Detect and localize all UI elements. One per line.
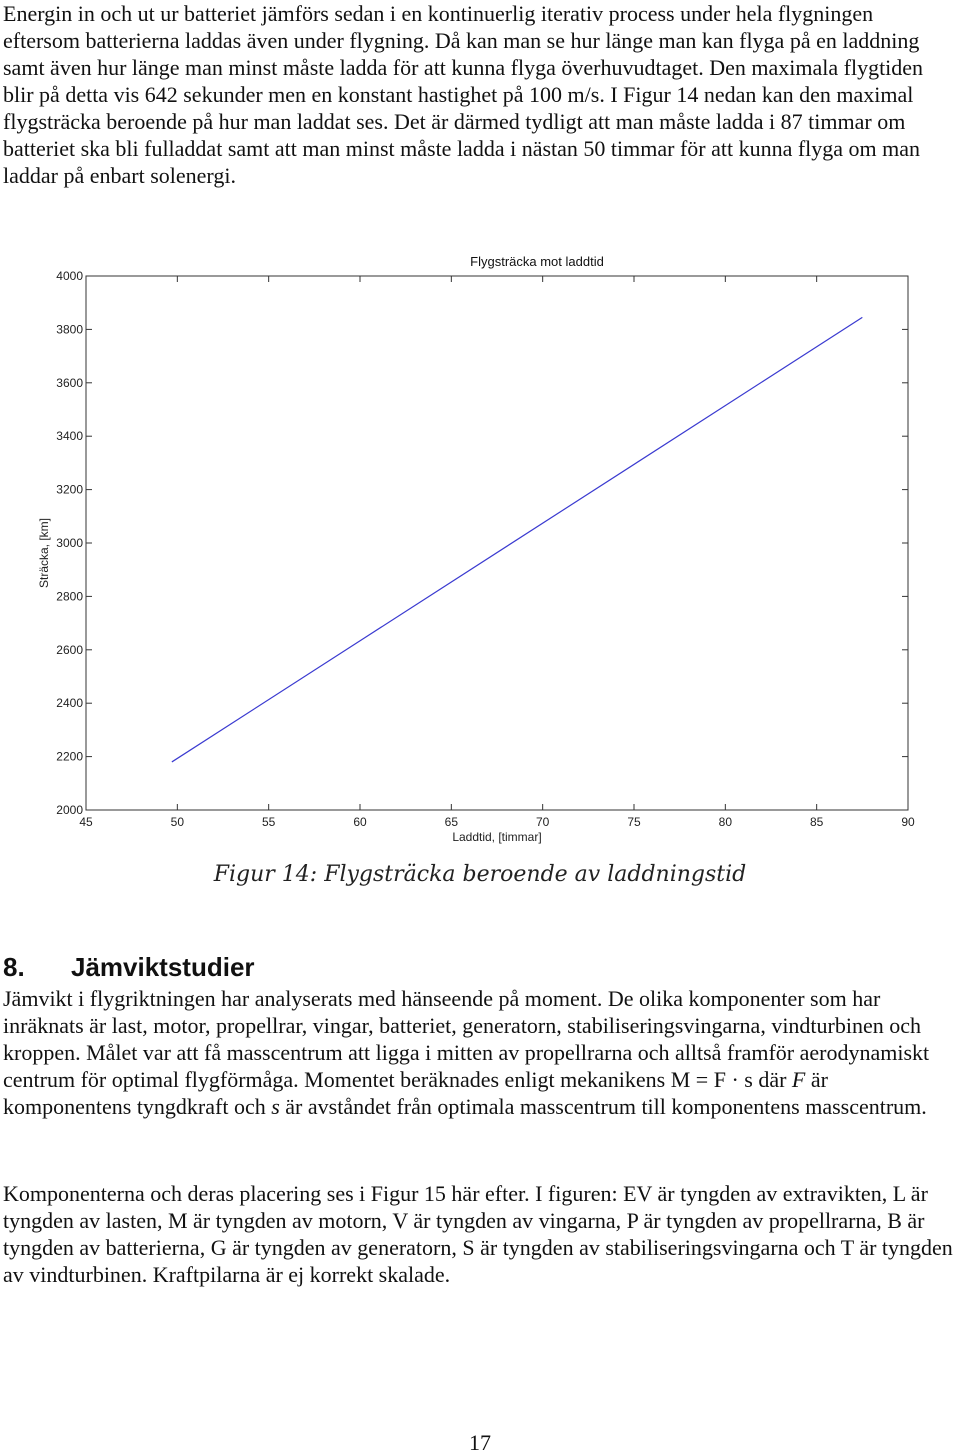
x-tick-label: 55 [261,815,276,829]
y-tick-label: 3000 [56,536,83,550]
y-tick-label: 3600 [56,375,83,390]
y-tick-label: 3400 [56,429,83,444]
chart-svg [0,248,960,858]
y-axis-label: Sträcka, [km] [37,517,51,589]
series-line [172,317,862,762]
section-title: Jämviktstudier [71,952,255,982]
y-tick-label: 2200 [56,749,83,764]
x-tick-label: 80 [718,815,733,829]
x-tick-label: 60 [353,815,367,829]
x-axis-label: Laddtid, [timmar] [452,830,542,844]
x-tick-label: 90 [901,815,915,829]
symbol-f: F [791,1067,806,1092]
x-tick-label: 45 [79,815,93,829]
equilibrium-text-b: där [752,1067,792,1092]
x-tick-label: 75 [627,815,641,829]
y-tick-label: 2800 [56,589,83,604]
equilibrium-text-a: Jämvikt i flygriktningen har analyserats med hänseende på moment. De olika komponenter som har inräknats är last, motor, propellrar, vingar, batteriet, generatorn, stabiliseringsvingarna, vindturbinen och kroppen. Målet var att få masscentrum att ligga i mitten av propellrarna och alltså framför aerodynamiskt centrum för optimal flygförmåga. Momentet beräknades enligt mekanikens [3,986,930,1092]
chart-title: Flygsträcka mot laddtid [470,254,604,269]
x-tick-label: 85 [809,815,824,829]
y-tick-label: 4000 [56,269,83,283]
equilibrium-paragraph [3,985,953,1120]
intro-paragraph: Energin in och ut ur batteriet jämförs sedan i en kontinuerlig iterativ process under hela flygningen eftersom batterierna laddas även under flygning. Då kan man se hur länge man kan flyga på en laddning samt även hur länge man minst måste ladda för att kunna flyga överhuvudtaget. Den maximala flygtiden blir på detta vis 642 sekunder men en konstant hastighet på 100 m/s. I Figur 14 nedan kan den maximal flygsträcka beroende på hur man laddat ses. Det är därmed tydligt att man måste ladda i 87 timmar om batteriet ska bli fulladdat samt att man minst måste ladda i nästan 50 timmar för att kunna flyga om man laddar på enbart solenergi. [3,1,924,188]
equilibrium-text-d: är avståndet från optimala masscentrum till komponentens masscentrum. [279,1094,927,1119]
y-tick-label: 2400 [56,696,83,711]
y-tick-label: 3200 [56,482,83,497]
components-paragraph: Komponenterna och deras placering ses i Figur 15 här efter. I figuren: EV är tyngden av extravikten, L är tyngden av lasten, M är tyngden av motorn, V är tyngden av vingarna, P är tyngden av propellrarna, B är tyngden av batterierna, G är tyngden av generatorn, S är tyngden av stabiliseringsvingarna och T är tyngden av vindturbinen. Kraftpilarna är ej korrekt skalade. [3,1181,953,1287]
section-heading [3,952,255,983]
symbol-s: s [271,1094,280,1119]
x-tick-label: 50 [170,815,185,829]
y-tick-label: 2600 [56,642,83,657]
figure-caption: Figur 14: Flygsträcka beroende av laddningstid [213,862,747,887]
y-tick-label: 2000 [56,803,83,817]
distance-vs-charge-time-chart [0,248,960,858]
plot-frame [86,276,908,810]
y-tick-label: 3800 [56,322,83,337]
section-number: 8. [3,952,25,982]
page-number: 17 [469,1430,491,1455]
x-tick-label: 65 [444,815,459,829]
equilibrium-text-c: är komponentens tyngdkraft och [3,1067,828,1119]
x-tick-label: 70 [535,815,550,829]
moment-formula: M = F · s [670,1067,753,1092]
